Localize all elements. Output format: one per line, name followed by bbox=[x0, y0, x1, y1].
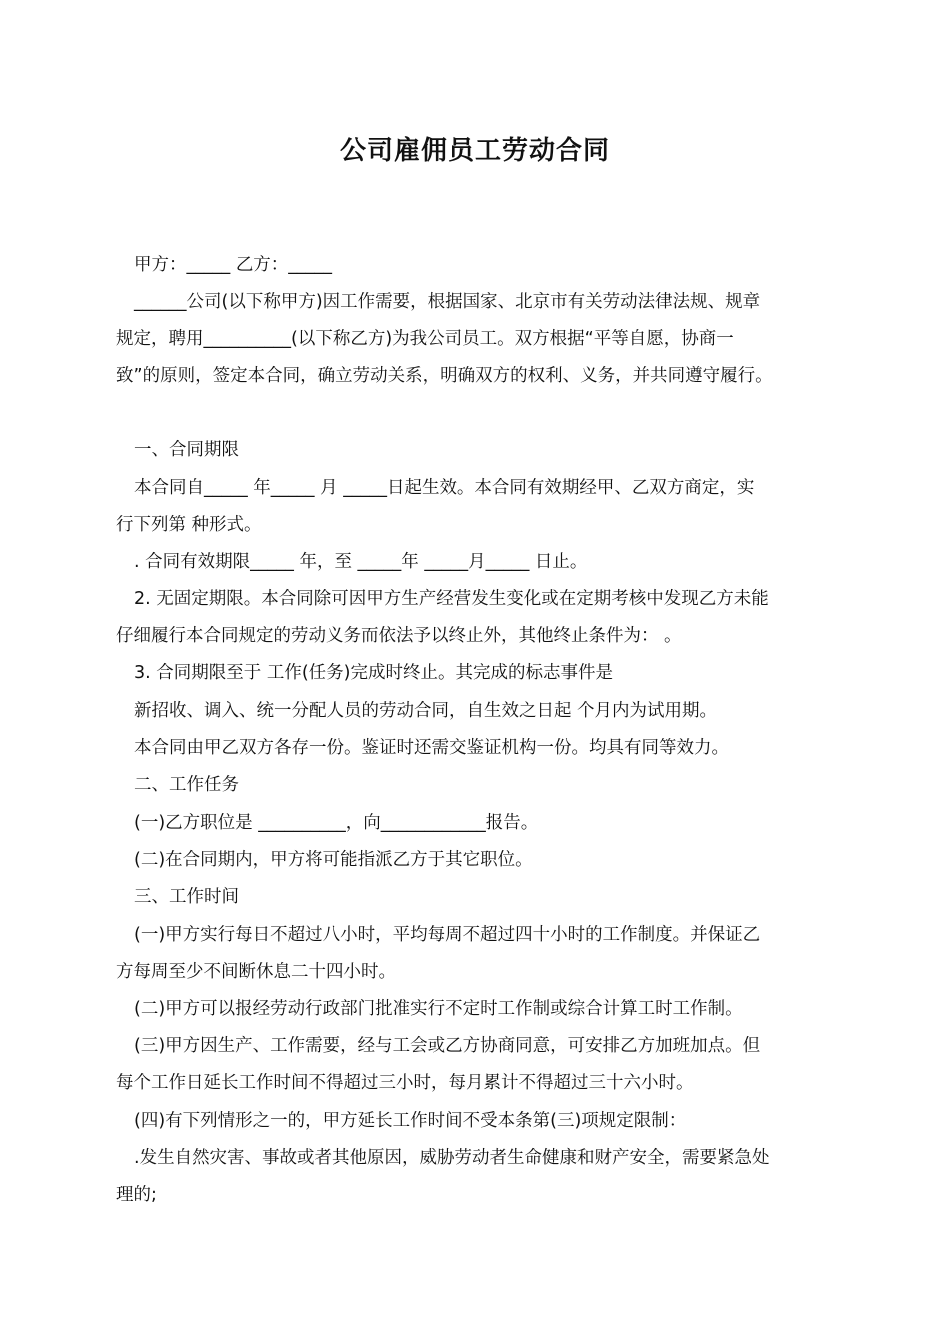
section-heading: 一、合同期限 bbox=[134, 440, 239, 460]
paragraph-line: (二)在合同期内，甲方将可能指派乙方于其它职位。 bbox=[134, 850, 533, 870]
paragraph-line: (四)有下列情形之一的，甲方延长工作时间不受本条第(三)项规定限制： bbox=[134, 1111, 687, 1131]
paragraph-line: (一)乙方职位是 __________，向____________报告。 bbox=[134, 813, 539, 833]
paragraph-line: (二)甲方可以报经劳动行政部门批准实行不定时工作制或综合计算工时工作制。 bbox=[134, 999, 743, 1019]
paragraph-line: 新招收、调入、统一分配人员的劳动合同，自生效之日起 个月内为试用期。 bbox=[134, 701, 718, 721]
paragraph-line: . 合同有效期限_____ 年，至 _____年 _____月_____ 日止。 bbox=[134, 552, 588, 572]
intro-line: 致”的原则，签定本合同，确立劳动关系，明确双方的权利、义务，并共同遵守履行。 bbox=[116, 366, 773, 386]
paragraph-line: 每个工作日延长工作时间不得超过三小时，每月累计不得超过三十六小时。 bbox=[116, 1073, 694, 1093]
section-heading: 三、工作时间 bbox=[134, 887, 239, 907]
paragraph-line: 方每周至少不间断休息二十四小时。 bbox=[116, 962, 396, 982]
paragraph-line: 2. 无固定期限。本合同除可因甲方生产经营发生变化或在定期考核中发现乙方未能 bbox=[134, 589, 769, 609]
paragraph-line: 3. 合同期限至于 工作(任务)完成时终止。其完成的标志事件是 bbox=[134, 663, 613, 683]
paragraph-line: .发生自然灾害、事故或者其他原因，威胁劳动者生命健康和财产安全，需要紧急处 bbox=[134, 1148, 770, 1168]
paragraph-line: 本合同由甲乙双方各存一份。鉴证时还需交鉴证机构一份。均具有同等效力。 bbox=[134, 738, 729, 758]
paragraph-line: (三)甲方因生产、工作需要，经与工会或乙方协商同意，可安排乙方加班加点。但 bbox=[134, 1036, 761, 1056]
intro-line: ______公司(以下称甲方)因工作需要，根据国家、北京市有关劳动法律法规、规章 bbox=[134, 292, 761, 312]
paragraph-line: 行下列第 种形式。 bbox=[116, 515, 262, 535]
parties-line: 甲方：_____ 乙方：_____ bbox=[134, 255, 333, 275]
paragraph-line: 理的; bbox=[116, 1185, 157, 1205]
section-heading: 二、工作任务 bbox=[134, 775, 239, 795]
paragraph-line: 仔细履行本合同规定的劳动义务而依法予以终止外，其他终止条件为： 。 bbox=[116, 626, 682, 646]
paragraph-line: 本合同自_____ 年_____ 月 _____日起生效。本合同有效期经甲、乙双方商定，实 bbox=[134, 478, 755, 498]
paragraph-line: (一)甲方实行每日不超过八小时，平均每周不超过四十小时的工作制度。并保证乙 bbox=[134, 925, 761, 945]
intro-line: 规定，聘用__________(以下称乙方)为我公司员工。双方根据“平等自愿，协商一 bbox=[116, 329, 734, 349]
document-title: 公司雇佣员工劳动合同 bbox=[339, 136, 610, 166]
